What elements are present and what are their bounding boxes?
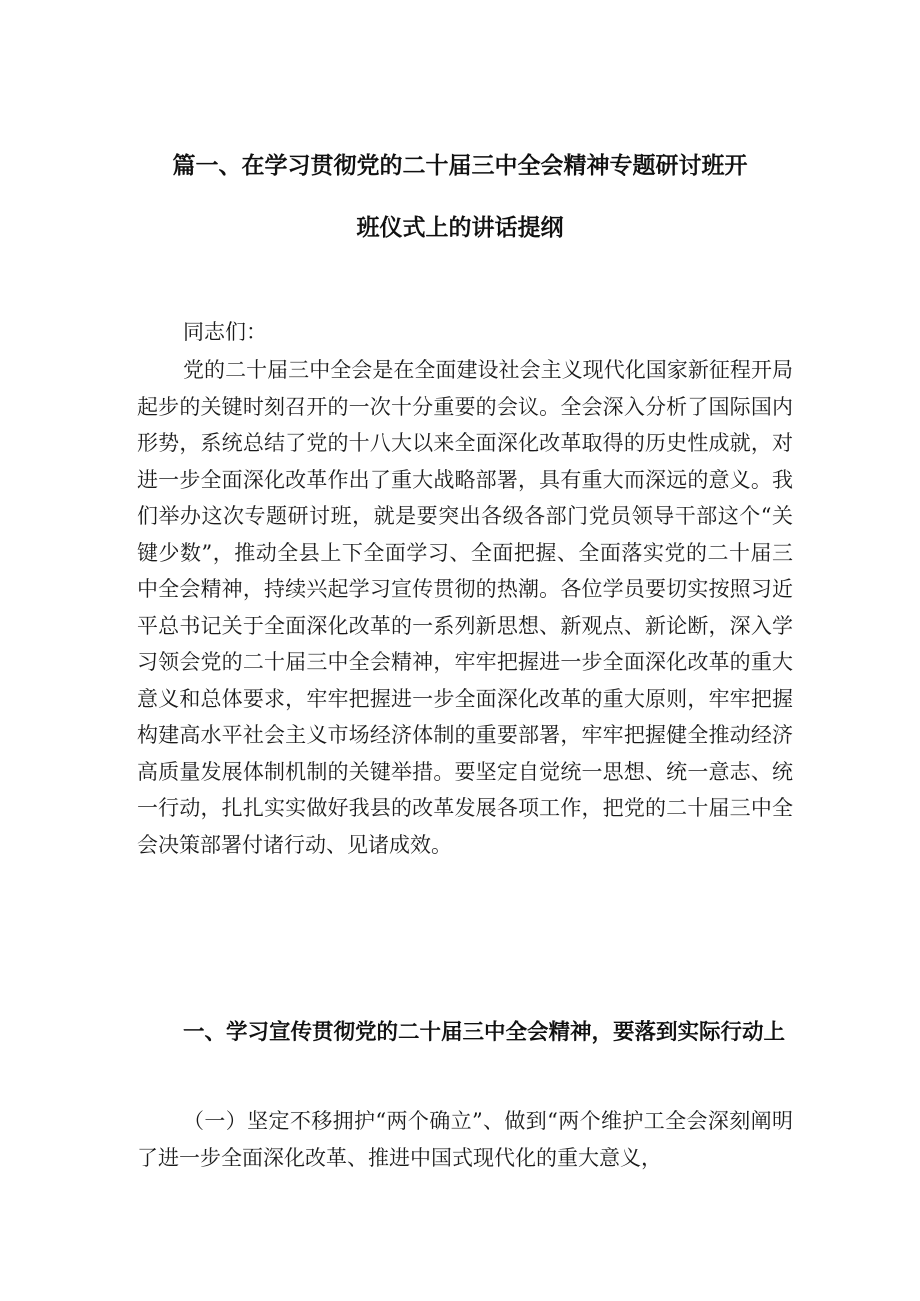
body-paragraph-1: 党的二十届三中全会是在全面建设社会主义现代化国家新征程开局起步的关键时刻召开的一次十分重要的会议。全会深入分析了国际国内形势，系统总结了党的十八大以来全面深化改革取得的历史性成就，对进一步全面深化改革作出了重大战略部署，具有重大而深远的意义。我们举办这次专题研讨班，就是要突出各级各部门党员领导干部这个“关键少数”，推动全县上下全面学习、全面把握、全面落实党的二十届三中全会精神，持续兴起学习宣传贯彻的热潮。各位学员要切实按照习近平总书记关于全面深化改革的一系列新思想、新观点、新论断，深入学习领会党的二十届三中全会精神，牢牢把握进一步全面深化改革的重大意义和总体要求，牢牢把握进一步全面深化改革的重大原则，牢牢把握构建高水平社会主义市场经济体制的重要部署，牢牢把握健全推动经济高质量发展体制机制的关键举措。要坚定自觉统一思想、统一意志、统一行动，扎扎实实做好我县的改革发展各项工作，把党的二十届三中全会决策部署付诸行动、见诸成效。 bbox=[137, 358, 793, 857]
document-title-line-2: 班仪式上的讲话提纲 bbox=[356, 215, 564, 241]
document-title-line-1: 篇一、在学习贯彻党的二十届三中全会精神专题研讨班开 bbox=[172, 153, 748, 179]
salutation: 同志们： bbox=[183, 320, 267, 344]
body-paragraph-2: （一）坚定不移拥护“两个确立”、做到“两个维护工全会深刻阐明了进一步全面深化改革、推进中国式现代化的重大意义， bbox=[137, 1109, 793, 1170]
section-heading-1: 一、学习宣传贯彻党的二十届三中全会精神，要落到实际行动上 bbox=[183, 1020, 786, 1045]
